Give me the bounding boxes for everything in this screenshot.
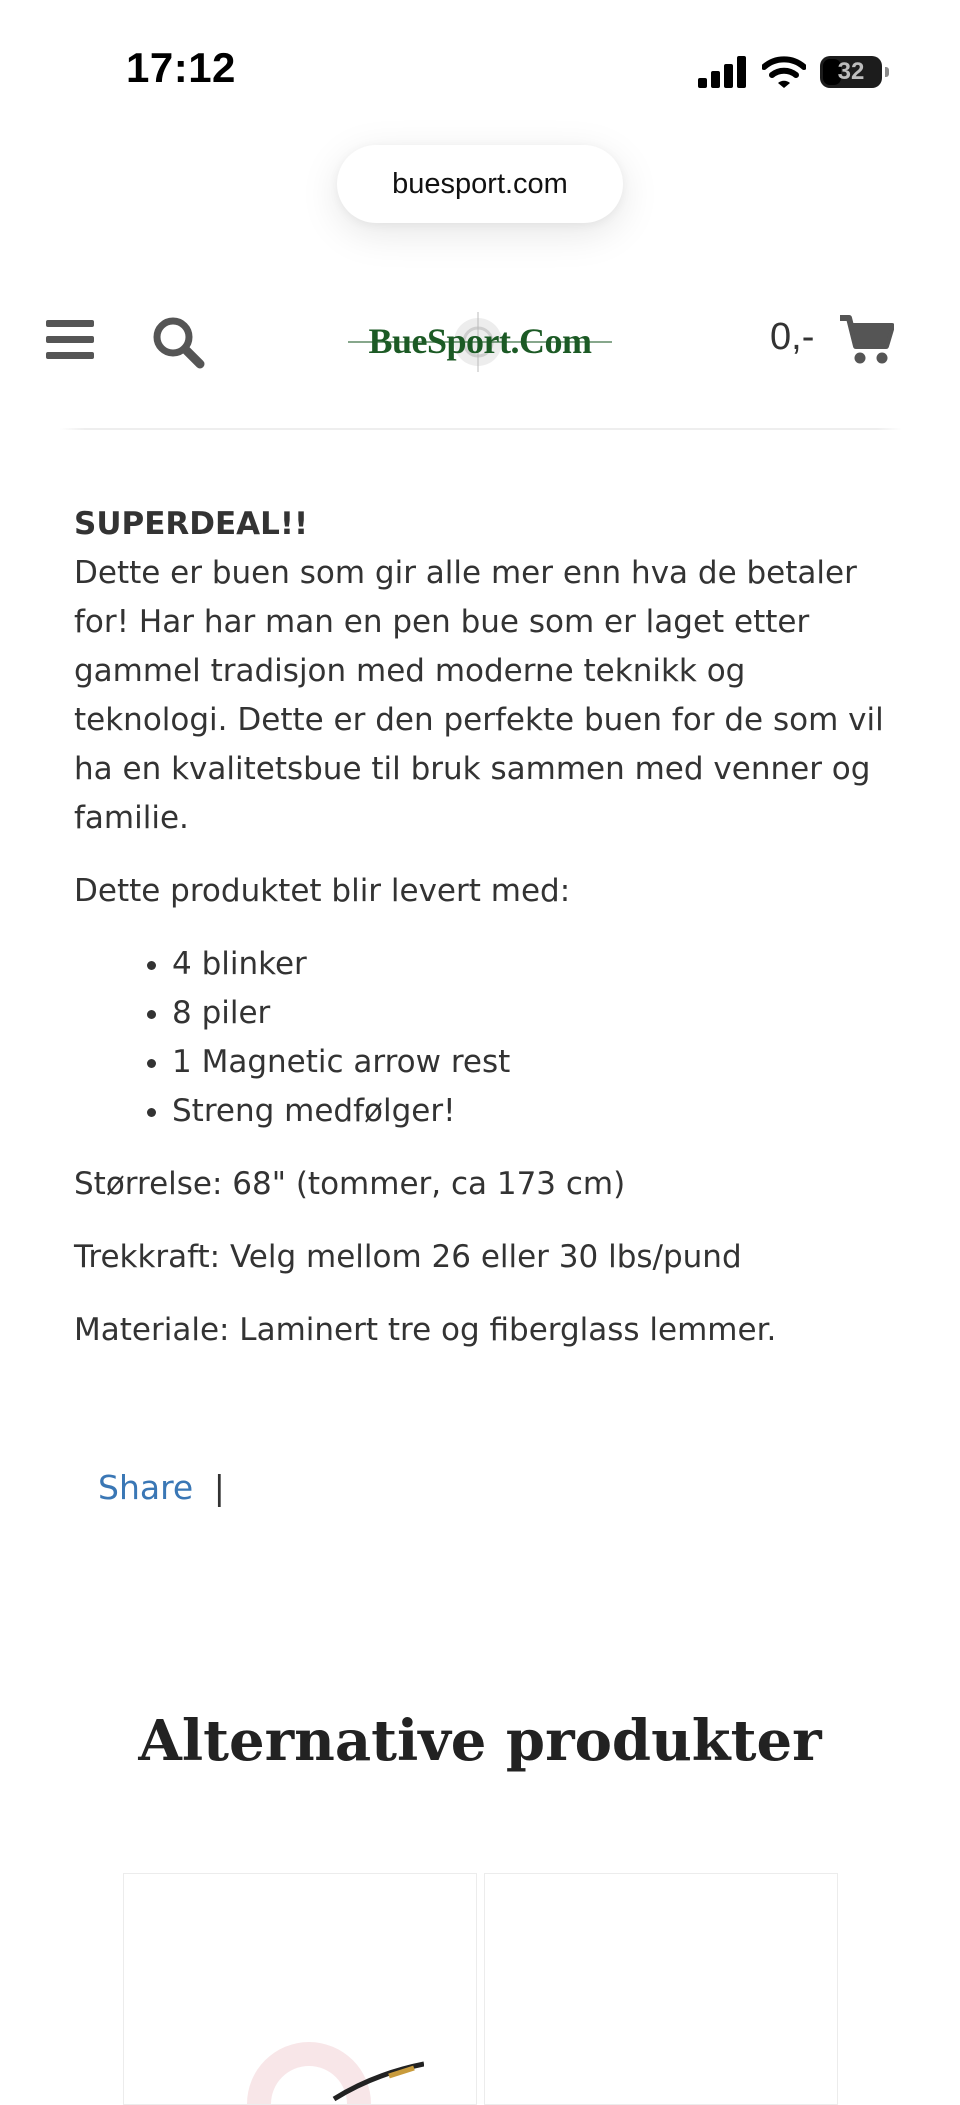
status-time: 17:12 [126,44,236,91]
deal-heading: SUPERDEAL!! [74,506,309,542]
cart-total[interactable]: 0,- [770,316,815,358]
spec-material: Materiale: Laminert tre og fiberglass lemmer. [74,1312,777,1348]
feature-list [74,940,904,1136]
spec-draw-weight: Trekkraft: Velg mellom 26 eller 30 lbs/pund [74,1239,742,1275]
list-item: • 4 blinker [172,940,904,989]
product-intro: Dette er buen som gir alle mer enn hva de betaler for! Har har man en pen bue som er laget etter gammel tradisjon med moderne teknikk og teknologi. Dette er den perfekte buen for de som vil ha en kvalitetsbue til bruk sammen med venner og familie. [74,555,884,836]
cart-icon[interactable] [838,314,894,366]
url-text: buesport.com [392,167,568,200]
share-separator: | [213,1468,225,1507]
address-bar[interactable] [337,145,623,223]
share-link[interactable]: Share [98,1468,194,1507]
search-icon[interactable] [150,314,206,370]
logo-text: BueSport.Com [368,321,592,361]
list-item: • 8 piler [172,989,904,1038]
share-bar [98,1468,225,1507]
battery-icon [820,56,882,88]
product-card[interactable] [484,1873,838,2105]
wifi-icon [762,56,806,88]
status-bar [0,0,960,130]
status-icons [698,52,882,92]
battery-level: 32 [837,58,865,85]
signal-icon [698,56,748,88]
site-logo[interactable] [348,312,612,372]
product-description [74,500,904,1379]
product-image [184,2004,424,2104]
delivery-label: Dette produktet blir levert med: [74,873,571,909]
list-item: • Streng medfølger! [172,1087,904,1136]
product-card[interactable] [123,1873,477,2105]
header-divider [60,428,902,430]
spec-size: Størrelse: 68" (tommer, ca 173 cm) [74,1166,626,1202]
alternatives-heading: Alternative produkter [138,1708,822,1774]
menu-icon[interactable] [46,318,94,362]
list-item: • 1 Magnetic arrow rest [172,1038,904,1087]
site-header [0,290,960,390]
